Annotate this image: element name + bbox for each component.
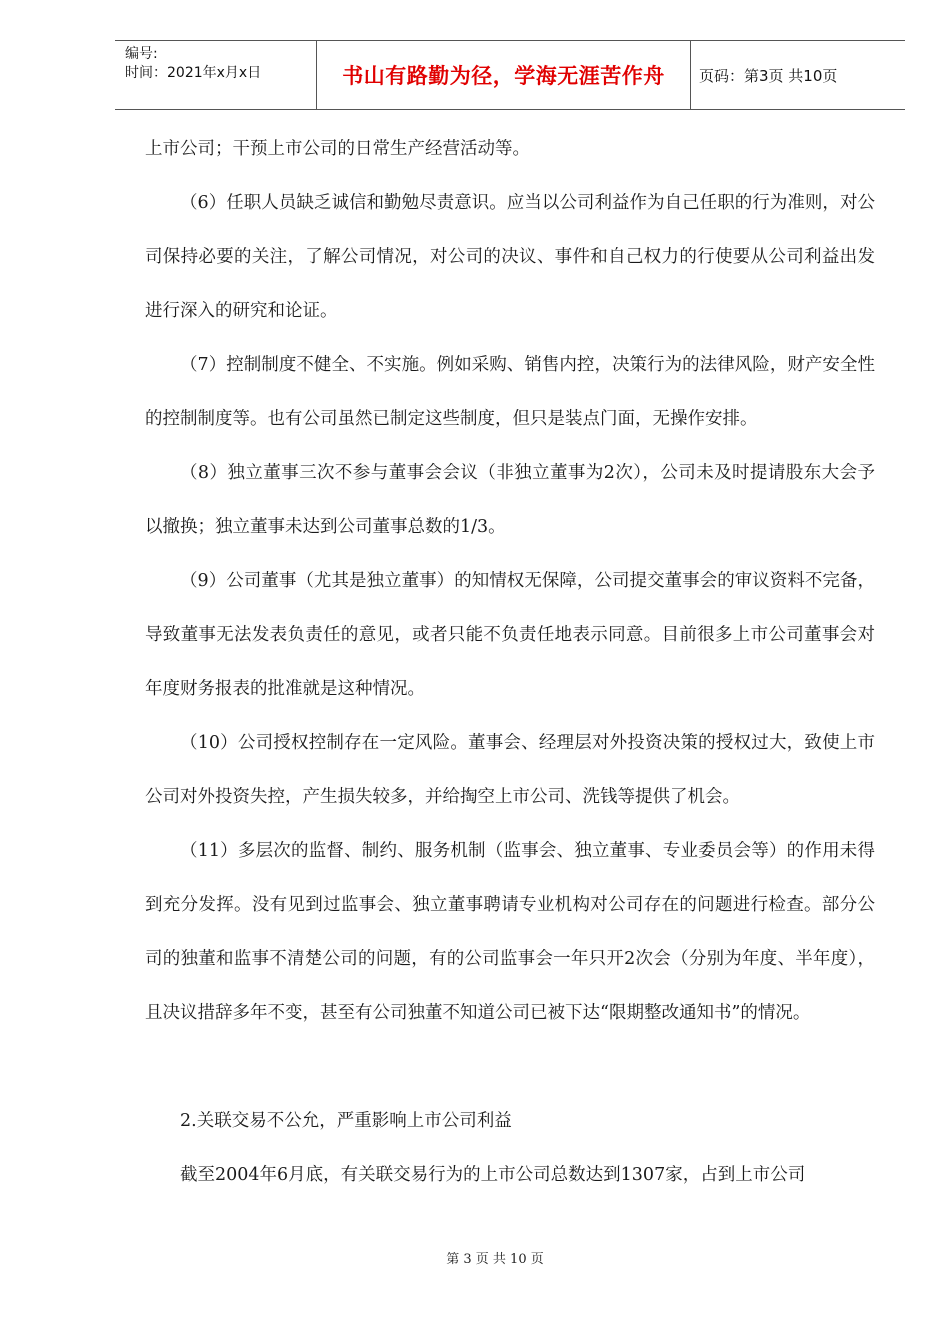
- paragraph-item-8: （8）独立董事三次不参与董事会会议（非独立董事为2次），公司未及时提请股东大会予以撤换；独立董事未达到公司董事总数的1/3。: [145, 463, 875, 537]
- paragraph-item-6: （6）任职人员缺乏诚信和勤勉尽责意识。应当以公司利益作为自己任职的行为准则，对公司保持必要的关注，了解公司情况，对公司的决议、事件和自己权力的行使要从公司利益出发进行深入的研究和论证。: [145, 193, 875, 321]
- header-motto: 书山有路勤为径，学海无涯苦作舟: [317, 41, 691, 109]
- page-footer: 第 3 页 共 10 页: [446, 1252, 544, 1267]
- section-heading: 2.关联交易不公允，严重影响上市公司利益: [180, 1111, 512, 1131]
- paragraph-related-transactions: 截至2004年6月底，有关联交易行为的上市公司总数达到1307家，占到上市公司: [180, 1165, 806, 1185]
- paragraph-item-7: （7）控制制度不健全、不实施。例如采购、销售内控，决策行为的法律风险，财产安全性的控制制度等。也有公司虽然已制定这些制度，但只是装点门面，无操作安排。: [145, 355, 875, 429]
- paragraph-item-11: （11）多层次的监督、制约、服务机制（监事会、独立董事、专业委员会等）的作用未得到充分发挥。没有见到过监事会、独立董事聘请专业机构对公司存在的问题进行检查。部分公司的独董和监事不清楚公司的问题，有的公司监事会一年只开2次会（分别为年度、半年度），且决议措辞多年不变，甚至有公司独董不知道公司已被下达“限期整改通知书”的情况。: [145, 841, 875, 1023]
- paragraph-item-9: （9）公司董事（尤其是独立董事）的知情权无保障，公司提交董事会的审议资料不完备，导致董事无法发表负责任的意见，或者只能不负责任地表示同意。目前很多上市公司董事会对年度财务报表的批准就是这种情况。: [145, 571, 875, 699]
- page-header: [115, 40, 905, 110]
- paragraph-continuation: 上市公司；干预上市公司的日常生产经营活动等。: [145, 139, 530, 159]
- header-info-cell: [115, 41, 317, 109]
- header-page-code: 页码：第3页 共10页: [699, 66, 838, 85]
- document-time-label: 时间：2021年x月x日: [125, 65, 262, 81]
- document-number-label: 编号:: [125, 46, 158, 62]
- paragraph-item-10: （10）公司授权控制存在一定风险。董事会、经理层对外投资决策的授权过大，致使上市公司对外投资失控，产生损失较多，并给掏空上市公司、洗钱等提供了机会。: [145, 733, 875, 807]
